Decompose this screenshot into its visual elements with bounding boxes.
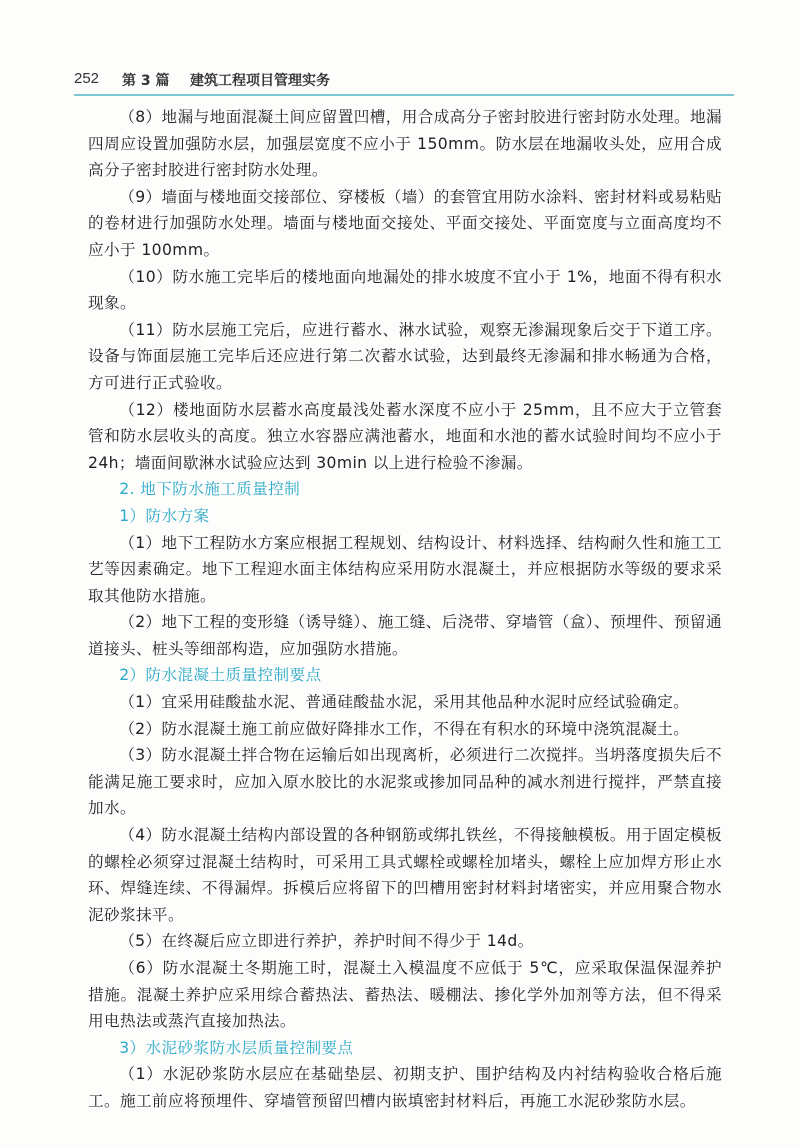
paragraph-12: （12）楼地面防水层蓄水高度最浅处蓄水深度不应小于 25mm，且不应大于立管套管和防水层收头的高度。独立水容器应满池蓄水，地面和水池的蓄水试验时间均不应小于 24h；墙面间歇淋水试验应达到 30min 以上进行检验不渗漏。 [88,400,722,472]
paragraph-9: （9）墙面与楼地面交接部位、穿楼板（墙）的套管宜用防水涂料、密封材料或易粘贴的卷材进行加强防水处理。墙面与楼地面交接处、平面交接处、平面宽度与立面高度均不应小于 100mm。 [88,187,722,259]
subsection-heading-waterproofing-plan: 1）防水方案 [119,506,210,525]
section-heading-underground-waterproofing: 2. 地下防水施工质量控制 [119,480,301,499]
paragraph-8: （8）地漏与地面混凝土间应留置凹槽，用合成高分子密封胶进行密封防水处理。地漏四周应设置加强防水层，加强层宽度不应小于 150mm。防水层在地漏收头处，应用合成高分子密封胶进行密封防水处理。 [88,108,722,180]
concrete-paragraph-5: （5）在终凝后应立即进行养护，养护时间不得少于 14d。 [119,932,534,951]
concrete-paragraph-3: （3）防水混凝土拌合物在运输后如出现离析，必须进行二次搅拌。当坍落度损失后不能满足施工要求时，应加入原水胶比的水泥浆或掺加同品种的减水剂进行搅拌，严禁直接加水。 [88,746,722,818]
chapter-title: 建筑工程项目管理实务 [190,73,330,89]
concrete-paragraph-1: （1）宜采用硅酸盐水泥、普通硅酸盐水泥，采用其他品种水泥时应经试验确定。 [119,693,690,712]
subsection-heading-cement-mortar: 3）水泥砂浆防水层质量控制要点 [119,1038,354,1057]
concrete-paragraph-2: （2）防水混凝土施工前应做好降排水工作，不得在有积水的环境中浇筑混凝土。 [119,719,690,738]
concrete-paragraph-4: （4）防水混凝土结构内部设置的各种钢筋或绑扎铁丝，不得接触模板。用于固定模板的螺栓必须穿过混凝土结构时，可采用工具式螺栓或螺栓加堵头，螺栓上应加焊方形止水环、焊缝连续、不得漏焊。拆模后应将留下的凹槽用密封材料封堵密实，并应用聚合物水泥砂浆抹平。 [88,826,722,924]
page-number: 252 [74,70,100,87]
page-body [88,104,722,1115]
paragraph-10: （10）防水施工完毕后的楼地面向地漏处的排水坡度不宜小于 1%，地面不得有积水现象。 [88,267,722,313]
paragraph-11: （11）防水层施工完后，应进行蓄水、淋水试验，观察无渗漏现象后交于下道工序。设备与饰面层施工完毕后还应进行第二次蓄水试验，达到最终无渗漏和排水畅通为合格，方可进行正式验收。 [88,320,722,392]
page-header [74,62,734,96]
subsection-heading-waterproof-concrete: 2）防水混凝土质量控制要点 [119,666,322,685]
mortar-paragraph-1: （1）水泥砂浆防水层应在基础垫层、初期支护、围护结构及内衬结构验收合格后施工。施工前应将预埋件、穿墙管预留凹槽内嵌填密封材料后，再施工水泥砂浆防水层。 [88,1065,722,1110]
chapter-label: 第 3 篇 [122,73,170,89]
plan-paragraph-2: （2）地下工程的变形缝（诱导缝）、施工缝、后浇带、穿墙管（盒）、预埋件、预留通道接头、桩头等细部构造，应加强防水措施。 [88,613,722,658]
concrete-paragraph-6: （6）防水混凝土冬期施工时，混凝土入模温度不应低于 5℃，应采取保温保湿养护措施。混凝土养护应采用综合蓄热法、蓄热法、暖棚法、掺化学外加剂等方法，但不得采用电热法或蒸汽直接加热法。 [88,959,722,1031]
plan-paragraph-1: （1）地下工程防水方案应根据工程规划、结构设计、材料选择、结构耐久性和施工工艺等因素确定。地下工程迎水面主体结构应采用防水混凝土，并应根据防水等级的要求采取其他防水措施。 [88,533,722,605]
